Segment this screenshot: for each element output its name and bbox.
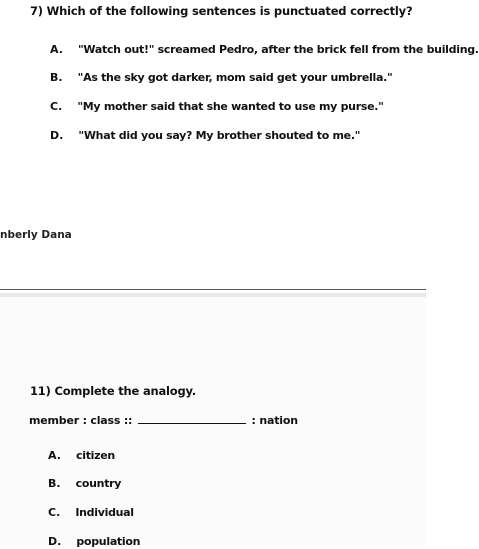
analogy-left: member : class :: [29,414,133,427]
option-letter: D. [50,129,64,142]
q11-option-d[interactable] [48,530,140,549]
q11-option-c[interactable] [48,501,134,520]
option-text: population [76,535,141,548]
option-text: "Watch out!" screamed Pedro, after the brick fell from the building. [78,43,479,56]
option-letter: A. [48,449,61,462]
option-text: country [75,477,122,490]
option-letter: B. [50,71,63,84]
option-letter: A. [50,43,63,56]
option-text: citizen [76,449,115,462]
option-letter: D. [48,535,62,548]
q7-option-c[interactable] [50,95,384,114]
question-11-text: 11) Complete the analogy. [30,384,196,398]
q11-option-a[interactable] [48,444,115,463]
option-text: "My mother said that she wanted to use my purse." [77,100,384,113]
q7-option-a[interactable] [50,38,479,57]
analogy-blank[interactable] [138,414,246,424]
option-text: "As the sky got darker, mom said get your umbrella." [77,71,393,84]
author-name: nberly Dana [0,229,72,241]
q11-option-b[interactable] [48,472,121,491]
option-text: "What did you say? My brother shouted to me." [78,129,361,142]
question-7-text: 7) Which of the following sentences is punctuated correctly? [30,4,413,18]
analogy-prompt [29,414,298,427]
option-letter: C. [48,506,61,519]
analogy-right: : nation [251,414,298,427]
option-letter: B. [48,477,61,490]
q7-option-b[interactable] [50,66,392,85]
option-text: Individual [75,506,134,519]
page-divider [0,289,426,290]
q7-option-d[interactable] [50,124,360,143]
option-letter: C. [50,100,63,113]
